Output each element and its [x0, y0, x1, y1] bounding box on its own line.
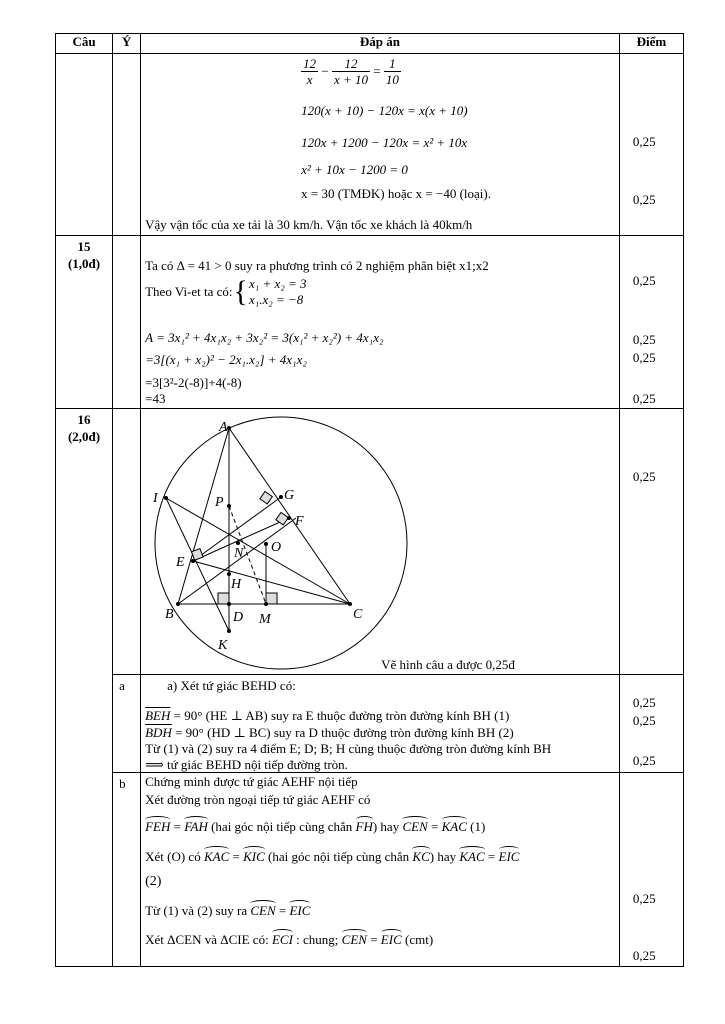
label-a: A — [219, 420, 228, 435]
score: 0,25 — [632, 469, 656, 484]
q16a-answer-cell — [141, 675, 620, 773]
label-i: I — [153, 491, 158, 506]
question-number: 16 (2,0đ) — [67, 412, 101, 444]
label-n: N — [234, 546, 244, 561]
figure-caption: Vẽ hình câu a được 0,25đ — [381, 657, 515, 672]
part-label: b — [119, 776, 126, 791]
q16a-line-5: ⟹ tứ giác BEHD nội tiếp đường tròn. — [145, 757, 348, 772]
score: 0,25 — [632, 753, 656, 768]
label-d: D — [233, 610, 244, 625]
label-o: O — [271, 540, 282, 555]
label-c: C — [353, 607, 363, 622]
right-angle-m — [266, 593, 277, 604]
right-angle-g — [260, 491, 273, 504]
equation-2: 120(x + 10) − 120x = x(x + 10) — [301, 103, 468, 118]
label-p: P — [215, 495, 224, 510]
part-label: a — [119, 678, 125, 693]
equation-3: 120x + 1200 − 120x = x² + 10x — [301, 135, 468, 150]
prev-answer-cell — [141, 54, 620, 236]
label-h: H — [231, 577, 242, 592]
score: 0,25 — [632, 391, 656, 406]
header-cau: Câu — [56, 34, 113, 54]
score: 0,25 — [632, 192, 656, 207]
header-row — [56, 34, 684, 54]
q15-line-5: =3[3²-2(-8)]+4(-8) — [145, 375, 242, 390]
header-dap-an: Đáp án — [141, 34, 620, 54]
q16a-line-4: Từ (1) và (2) suy ra 4 điểm E; D; B; H cùng thuộc đường tròn đường kính BH — [145, 741, 552, 756]
q15-line-6: =43 — [145, 391, 166, 406]
label-k: K — [218, 638, 228, 653]
label-g: G — [284, 488, 295, 503]
prev-score-cell — [619, 54, 683, 236]
score: 0,25 — [632, 332, 656, 347]
score: 0,25 — [632, 134, 656, 149]
score: 0,25 — [632, 273, 656, 288]
score: 0,25 — [632, 350, 656, 365]
q15-line-4: =3[(x₁ + x₂)² − 2x₁.x₂] + 4x₁x₂ — [145, 352, 307, 367]
q16a-line-1: a) Xét tứ giác BEHD có: — [167, 678, 296, 693]
score: 0,25 — [632, 891, 656, 906]
q16-figure-cell — [141, 409, 620, 675]
answer-table — [55, 33, 684, 967]
q16b-answer-cell — [141, 773, 620, 967]
q16a-score-cell — [619, 675, 683, 773]
score: 0,25 — [632, 948, 656, 963]
conclusion-text: Vậy vận tốc của xe tải là 30 km/h. Vận tốc xe khách là 40km/h — [145, 217, 473, 232]
q16-figure-score-cell — [619, 409, 683, 675]
q16b-line-7: Xét ΔCEN và ΔCIE có: ECI : chung; CEN = EIC (cmt) — [145, 932, 434, 947]
q16b-line-3: FEH = FAH (hai góc nội tiếp cùng chắn FH) hay CEN = KAC (1) — [145, 819, 486, 834]
q15-score-cell — [619, 236, 683, 409]
label-b: B — [165, 607, 174, 622]
row-question-16 — [56, 409, 684, 675]
geometry-figure — [141, 409, 617, 673]
equation-5: x = 30 (TMĐK) hoặc x = −40 (loại). — [301, 186, 491, 201]
score: 0,25 — [632, 695, 656, 710]
q16b-line-5: (2) — [145, 874, 162, 889]
q16b-line-4: Xét (O) có KAC = KIC (hai góc nội tiếp cùng chắn KC) hay KAC = EIC — [145, 849, 520, 864]
row-question-16a — [56, 675, 684, 773]
q15-vieta: Theo Vi-et ta có:{x₁ + x₂ = 3 x₁.x₂ = −8 — [145, 275, 307, 308]
q16b-line-6: Từ (1) và (2) suy ra CEN = EIC — [145, 903, 311, 918]
score: 0,25 — [632, 713, 656, 728]
label-e: E — [176, 555, 185, 570]
q16b-line-2: Xét đường tròn ngoại tiếp tứ giác AEHF có — [145, 792, 371, 807]
right-angle-d — [218, 593, 229, 604]
row-prev-answer — [56, 54, 684, 236]
label-f: F — [295, 514, 304, 529]
row-question-16b — [56, 773, 684, 967]
header-diem: Điểm — [619, 34, 683, 54]
row-question-15 — [56, 236, 684, 409]
question-number: 15 (1,0đ) — [67, 239, 101, 271]
q15-answer-cell — [141, 236, 620, 409]
q15-line-1: Ta có Δ = 41 > 0 suy ra phương trình có 2 nghiệm phân biệt x1;x2 — [145, 258, 489, 273]
q16b-line-1: Chứng minh được tứ giác AEHF nội tiếp — [145, 774, 358, 789]
q16a-line-2: $\overline{BEH} = 90^\circ$ (HE ⊥ AB) suy ra E thuộc đường tròn đường kính BH (1) — [145, 708, 510, 723]
q15-line-3: A = 3x₁² + 4x₁x₂ + 3x₂² = 3(x₁² + x₂²) + 4x₁x₂ — [145, 330, 384, 345]
q16b-score-cell — [619, 773, 683, 967]
q16a-line-3: $\overline{BDH} = 90^\circ$ (HD ⊥ BC) suy ra D thuộc đường tròn đường kính BH (2) — [145, 725, 514, 740]
label-m: M — [259, 612, 271, 627]
header-y: Ý — [113, 34, 141, 54]
equation-1: $\frac{12}{x}$ − $\frac{12}{x + 10}$ = $\frac{1}{10}$ — [303, 56, 399, 87]
equation-4: x² + 10x − 1200 = 0 — [301, 162, 408, 177]
